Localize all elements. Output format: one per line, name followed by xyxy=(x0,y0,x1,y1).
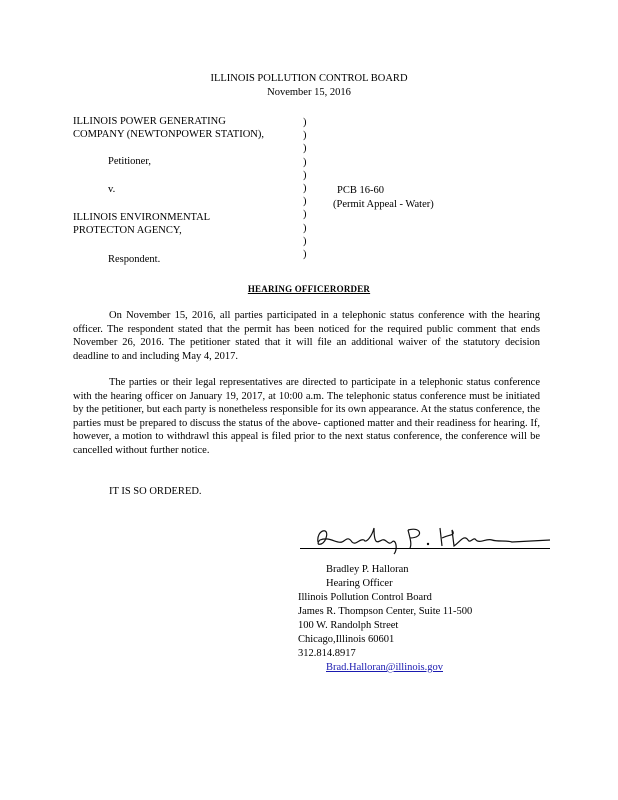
paren: ) xyxy=(303,156,307,168)
so-ordered: IT IS SO ORDERED. xyxy=(109,486,202,497)
paren: ) xyxy=(303,183,307,195)
paragraph-1 xyxy=(73,309,540,363)
paren: ) xyxy=(303,209,307,221)
signer-address-line2: 100 W. Randolph Street xyxy=(298,620,399,631)
petitioner-name-line2: COMPANY (NEWTONPOWER STATION), xyxy=(73,129,264,140)
signer-title: Hearing Officer xyxy=(326,578,393,589)
case-type: (Permit Appeal - Water) xyxy=(333,199,434,210)
respondent-name-line1: ILLINOIS ENVIRONMENTAL xyxy=(73,212,211,223)
paragraph-1-text: On November 15, 2016, all parties participated in a telephonic status conference with the hearing officer. The respondent stated that the permit has been noticed for the required public comment that ends November 26, 2016. The petitioner stated that it will file an additional waiver of the statutory decision deadline to and including May 4, 2017. xyxy=(73,310,540,362)
paren: ) xyxy=(303,143,307,155)
paren: ) xyxy=(303,169,307,181)
paren: ) xyxy=(303,249,307,261)
paren: ) xyxy=(303,196,307,208)
petitioner-role: Petitioner, xyxy=(108,156,152,167)
signer-name: Bradley P. Halloran xyxy=(326,564,409,575)
order-date: November 15, 2016 xyxy=(267,87,351,98)
respondent-role: Respondent. xyxy=(108,254,161,265)
paren: ) xyxy=(303,222,307,234)
signer-agency: Illinois Pollution Control Board xyxy=(298,592,432,603)
versus-label: v. xyxy=(108,184,116,195)
order-title: HEARING OFFICERORDER xyxy=(247,284,371,294)
caption-paren-column xyxy=(303,116,307,261)
handwritten-signature xyxy=(300,516,560,556)
paren: ) xyxy=(303,130,307,142)
signer-email-link[interactable]: Brad.Halloran@illinois.gov xyxy=(326,662,443,673)
signer-city: Chicago,Illinois 60601 xyxy=(298,634,395,645)
board-name: ILLINOIS POLLUTION CONTROL BOARD xyxy=(210,73,408,84)
signer-address-line1: James R. Thompson Center, Suite 11-500 xyxy=(298,606,473,617)
paragraph-2-text: The parties or their legal representatives are directed to participate in a telephonic status conference with the hearing officer on January 19, 2017, at 10:00 a.m. The telephonic status conference must be initiated by the petitioner, but each party is nonetheless responsible for its own appearance. At the status conference, the parties must be prepared to discuss the status of the above- captioned matter and their readiness for hearing. If, however, a motion to withdrawl this appeal is filed prior to the next status conference, the conference will be cancelled without further notice. xyxy=(73,377,540,456)
paren: ) xyxy=(303,235,307,247)
respondent-name-line2: PROTECTON AGENCY, xyxy=(73,225,182,236)
signer-phone: 312.814.8917 xyxy=(298,648,356,659)
paragraph-2 xyxy=(73,376,540,457)
petitioner-name-line1: ILLINOIS POWER GENERATING xyxy=(73,116,226,127)
paren: ) xyxy=(303,117,307,128)
signature-line xyxy=(300,548,550,549)
case-number: PCB 16-60 xyxy=(337,185,384,196)
